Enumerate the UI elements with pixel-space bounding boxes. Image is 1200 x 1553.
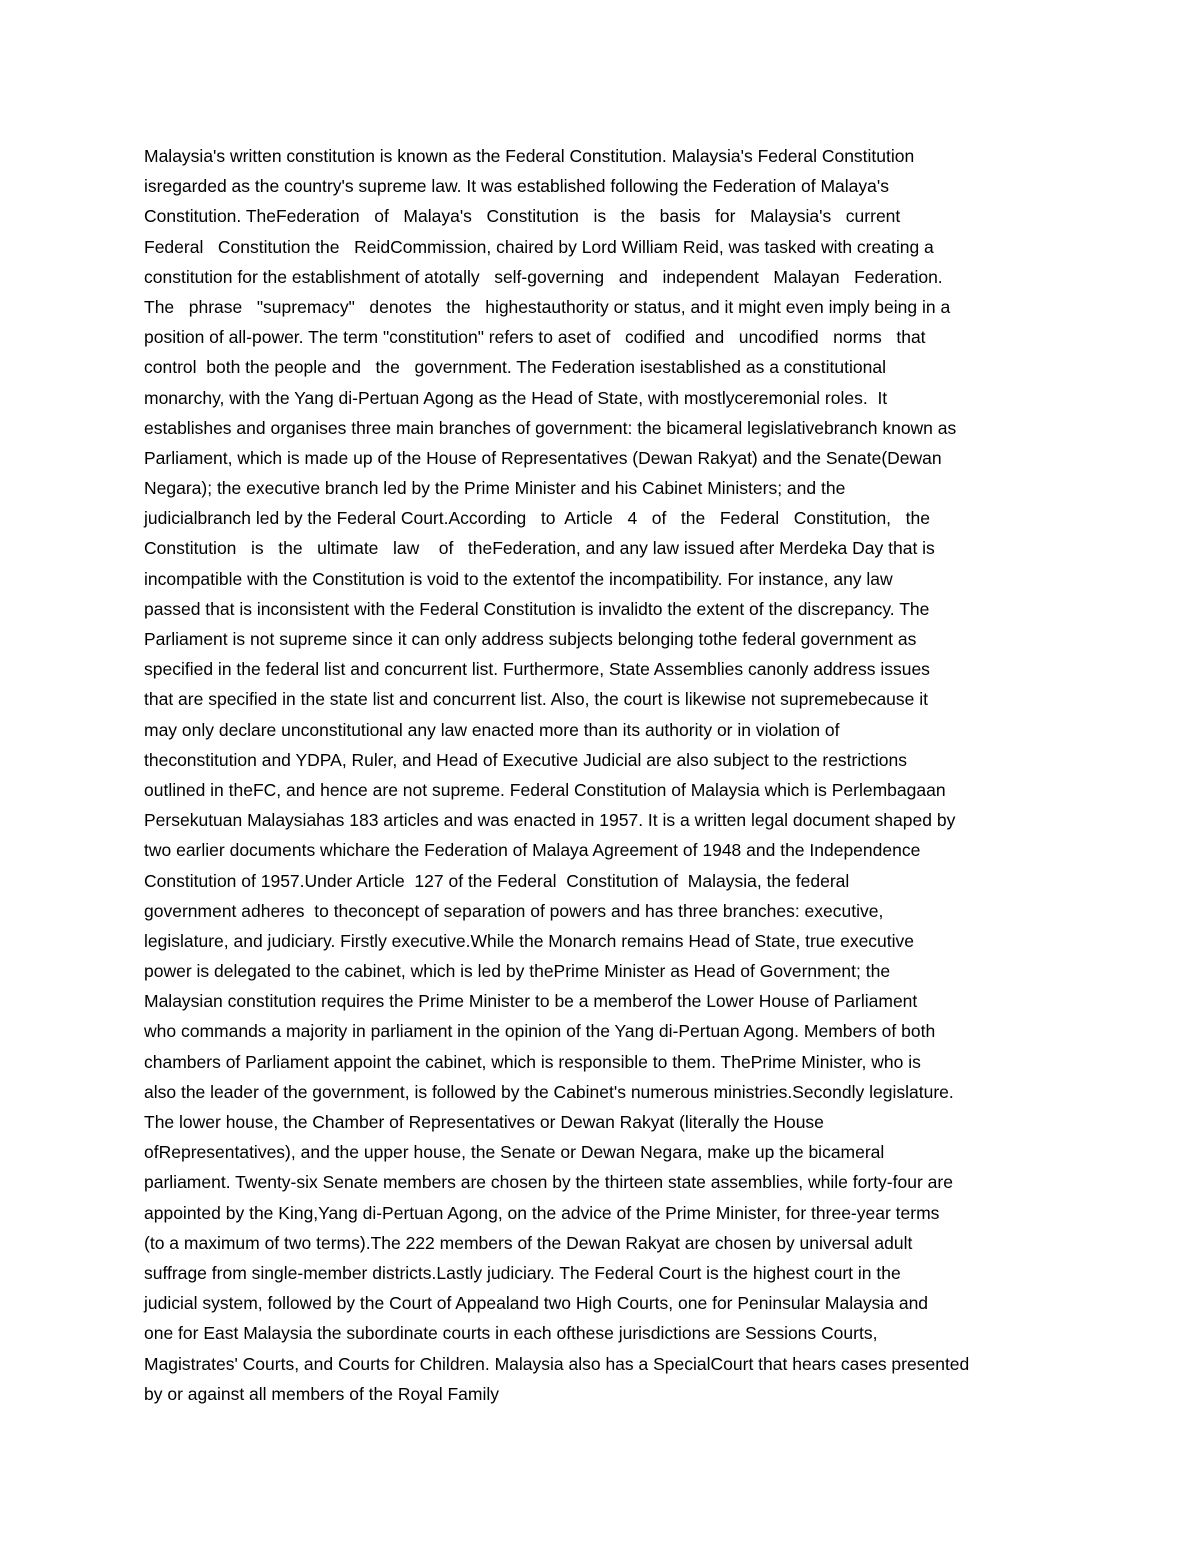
text-line: two earlier documents whichare the Federation of Malaya Agreement of 1948 and the Independence xyxy=(144,840,921,861)
text-line: Constitution. TheFederation of Malaya's Constitution is the basis for Malaysia's current xyxy=(144,206,901,227)
text-line: power is delegated to the cabinet, which is led by thePrime Minister as Head of Government; the xyxy=(144,961,891,982)
text-line: The lower house, the Chamber of Representatives or Dewan Rakyat (literally the House xyxy=(144,1112,824,1132)
text-line: Parliament, which is made up of the House of Representatives (Dewan Rakyat) and the Senate(Dewan xyxy=(144,447,942,468)
text-line: specified in the federal list and concurrent list. Furthermore, State Assemblies canonly address issues xyxy=(144,659,930,680)
text-line: incompatible with the Constitution is void to the extentof the incompatibility. For instance, any law xyxy=(144,568,893,589)
text-line: outlined in theFC, and hence are not supreme. Federal Constitution of Malaysia which is Perlembagaan xyxy=(144,779,946,800)
text-line: one for East Malaysia the subordinate courts in each ofthese jurisdictions are Sessions Courts, xyxy=(144,1323,878,1344)
text-line: also the leader of the government, is followed by the Cabinet's numerous ministries.Secondly legislature. xyxy=(144,1081,954,1102)
text-line: theconstitution and YDPA, Ruler, and Head of Executive Judicial are also subject to the restrictions xyxy=(144,749,907,770)
text-line: chambers of Parliament appoint the cabinet, which is responsible to them. ThePrime Minister, who is xyxy=(144,1051,921,1072)
text-line: Parliament is not supreme since it can only address subjects belonging tothe federal government as xyxy=(144,629,917,649)
text-line: who commands a majority in parliament in the opinion of the Yang di-Pertuan Agong. Members of both xyxy=(144,1021,936,1042)
text-line: (to a maximum of two terms).The 222 members of the Dewan Rakyat are chosen by universal adult xyxy=(144,1232,913,1253)
text-line: judicial system, followed by the Court of Appealand two High Courts, one for Peninsular Malaysia and xyxy=(144,1293,929,1314)
text-line: judicialbranch led by the Federal Court.According to Article 4 of the Federal Constitution, the xyxy=(144,508,930,529)
body-text xyxy=(144,141,1064,1409)
text-line: Malaysian constitution requires the Prime Minister to be a memberof the Lower House of Parliament xyxy=(144,991,918,1012)
text-line: that are specified in the state list and concurrent list. Also, the court is likewise not supremebecause it xyxy=(144,689,929,710)
text-line: Persekutuan Malaysiahas 183 articles and was enacted in 1957. It is a written legal document shaped by xyxy=(144,810,956,831)
text-line: Federal Constitution the ReidCommission, chaired by Lord William Reid, was tasked with creating a xyxy=(144,236,934,257)
text-line: isregarded as the country's supreme law. It was established following the Federation of Malaya's xyxy=(144,176,889,197)
text-line: passed that is inconsistent with the Federal Constitution is invalidto the extent of the discrepancy. The xyxy=(144,598,930,619)
text-line: appointed by the King,Yang di-Pertuan Agong, on the advice of the Prime Minister, for three-year terms xyxy=(144,1202,940,1223)
text-line: ofRepresentatives), and the upper house, the Senate or Dewan Negara, make up the bicameral xyxy=(144,1142,885,1163)
text-line: Constitution of 1957.Under Article 127 of the Federal Constitution of Malaysia, the federal xyxy=(144,870,850,891)
text-line: Constitution is the ultimate law of theFederation, and any law issued after Merdeka Day that is xyxy=(144,538,935,559)
text-line: by or against all members of the Royal Family xyxy=(144,1383,499,1404)
text-line: monarchy, with the Yang di-Pertuan Agong as the Head of State, with mostlyceremonial roles. It xyxy=(144,387,888,408)
text-line: position of all-power. The term "constitution" refers to aset of codified and uncodified norms that xyxy=(144,327,926,348)
text-line: government adheres to theconcept of separation of powers and has three branches: executive, xyxy=(144,900,884,921)
text-line: establishes and organises three main branches of government: the bicameral legislativebranch known as xyxy=(144,417,957,438)
text-line: control both the people and the government. The Federation isestablished as a constitutional xyxy=(144,357,886,378)
text-line: constitution for the establishment of atotally self-governing and independent Malayan Federation. xyxy=(144,266,943,287)
text-line: suffrage from single-member districts.Lastly judiciary. The Federal Court is the highest court in the xyxy=(144,1262,901,1283)
text-line: Magistrates' Courts, and Courts for Children. Malaysia also has a SpecialCourt that hears cases presented xyxy=(144,1353,970,1374)
text-line: legislature, and judiciary. Firstly executive.While the Monarch remains Head of State, true executive xyxy=(144,930,915,951)
text-line: Negara); the executive branch led by the Prime Minister and his Cabinet Ministers; and the xyxy=(144,478,846,499)
text-line: The phrase "supremacy" denotes the highestauthority or status, and it might even imply being in a xyxy=(144,296,951,317)
text-line: Malaysia's written constitution is known as the Federal Constitution. Malaysia's Federal Constitution xyxy=(144,146,915,166)
text-line: parliament. Twenty-six Senate members are chosen by the thirteen state assemblies, while forty-four are xyxy=(144,1172,953,1193)
text-line: may only declare unconstitutional any law enacted more than its authority or in violation of xyxy=(144,719,840,740)
